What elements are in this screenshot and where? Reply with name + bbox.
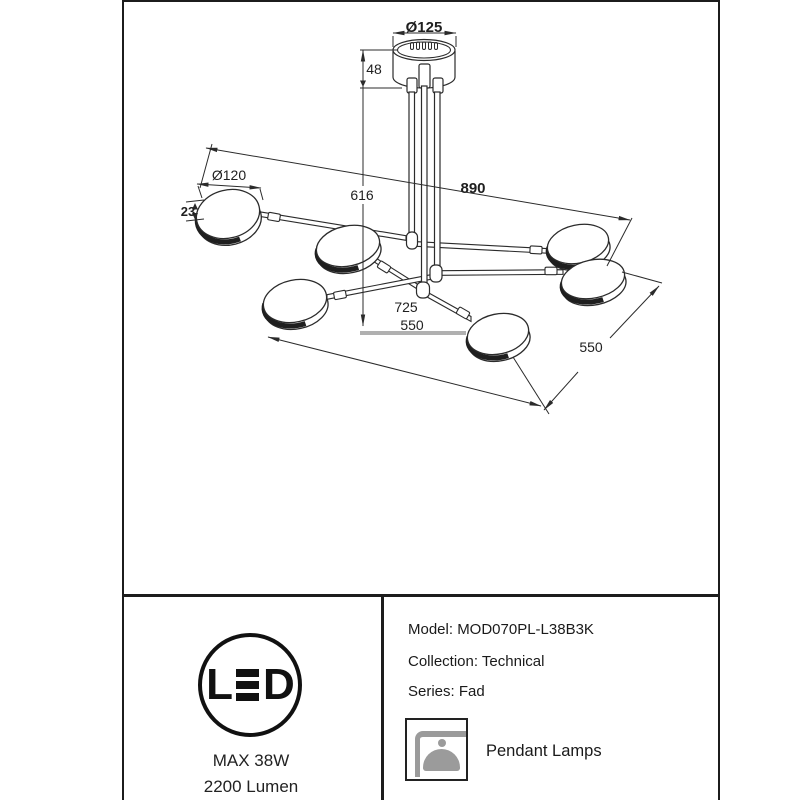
dim-span-550-diagonal: 550 xyxy=(579,339,603,355)
dim-total-length: 890 xyxy=(460,180,486,197)
horizontal-divider xyxy=(122,594,720,597)
led-letter-d: D xyxy=(263,660,294,709)
lamp-head-left xyxy=(191,183,266,252)
dim-lamp-thickness: 23 xyxy=(180,204,196,219)
dim-drop-height: 616 xyxy=(350,187,374,203)
technical-drawing xyxy=(122,0,720,594)
collection-label: Collection: Technical xyxy=(408,653,545,670)
luminous-flux-label: 2200 Lumen xyxy=(203,777,299,796)
series-label: Series: Fad xyxy=(408,683,485,700)
category-label: Pendant Lamps xyxy=(486,742,602,760)
lamp-head-mid-left xyxy=(313,220,385,279)
dim-span-550-horizontal: 550 xyxy=(400,317,424,333)
led-letter-l: L xyxy=(206,660,233,709)
led-letter-e-bars-icon xyxy=(236,669,259,701)
lamp-head-bottom-right xyxy=(464,308,534,367)
dim-lamp-diameter: Ø120 xyxy=(211,167,247,183)
max-power-label: MAX 38W xyxy=(212,751,290,770)
dim-canopy-height: 48 xyxy=(366,61,382,77)
lamp-head-bottom-left xyxy=(259,274,332,335)
dim-canopy-diameter: Ø125 xyxy=(405,19,443,36)
suspension-rods xyxy=(407,64,444,298)
led-badge xyxy=(198,633,302,737)
category-icon-box xyxy=(405,718,468,781)
vertical-divider xyxy=(381,594,384,800)
dim-span-725: 725 xyxy=(394,299,418,315)
pendant-cord-dot-icon xyxy=(438,739,446,747)
model-label: Model: MOD070PL-L38B3K xyxy=(408,621,594,638)
led-logo xyxy=(206,660,294,709)
